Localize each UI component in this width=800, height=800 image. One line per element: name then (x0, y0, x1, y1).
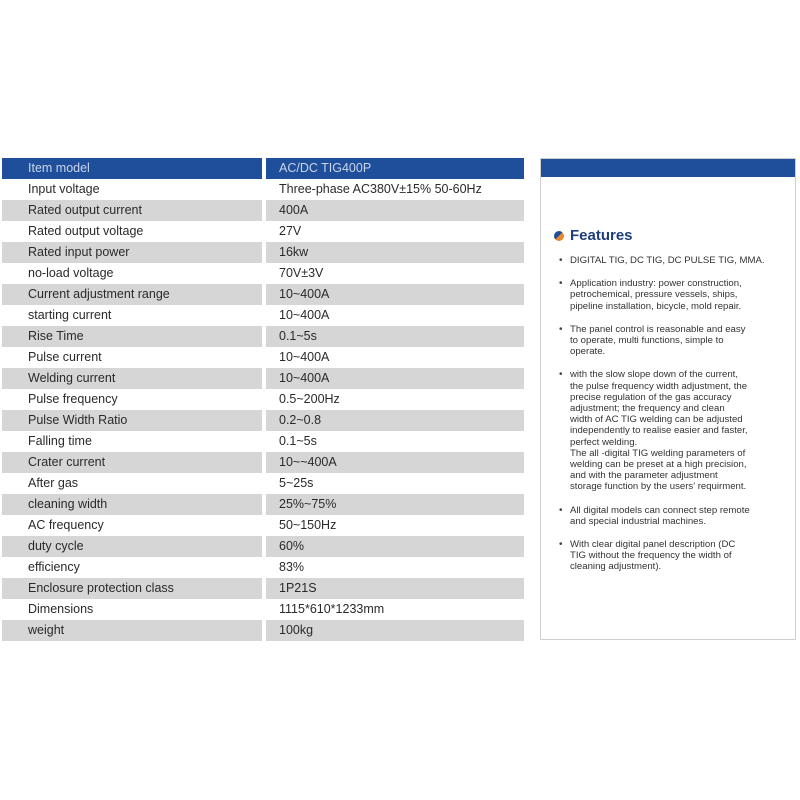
row-value: 400A (266, 200, 524, 221)
table-row (2, 494, 524, 515)
table-row (2, 284, 524, 305)
table-row (2, 620, 524, 641)
row-value: 10~~400A (266, 452, 524, 473)
row-value: 16kw (266, 242, 524, 263)
row-value: 70V±3V (279, 266, 324, 280)
row-value: 25%~75% (266, 494, 524, 515)
row-value: 0.1~5s (266, 326, 524, 347)
list-item (557, 505, 789, 527)
feature-text: With clear digital panel description (DC TIG without the frequency the width of cleaning adjustment). (570, 539, 736, 573)
table-row (2, 368, 524, 389)
feature-text: All digital models can connect step remote and special industrial machines. (570, 504, 750, 527)
features-panel (540, 158, 796, 640)
row-value: 10~400A (266, 368, 524, 389)
row-value: 27V (279, 224, 302, 238)
row-label: starting current (28, 308, 112, 322)
row-value: 0.2~0.8 (266, 410, 524, 431)
table-row (2, 515, 524, 536)
table-row (2, 221, 524, 242)
row-value: 60% (266, 536, 524, 557)
table-row (2, 326, 524, 347)
row-label: Welding current (2, 368, 262, 389)
row-label: Rise Time (2, 326, 262, 347)
list-item (557, 278, 789, 312)
row-label: cleaning width (2, 494, 262, 515)
features-title: Features (570, 227, 633, 244)
row-value: 1P21S (266, 578, 524, 599)
table-row (2, 242, 524, 263)
list-item (557, 324, 789, 358)
row-value: 50~150Hz (279, 518, 337, 532)
row-value: Three-phase AC380V±15% 50-60Hz (279, 182, 482, 196)
table-row (2, 347, 524, 368)
row-value: 0.5~200Hz (279, 392, 340, 406)
table-row (2, 536, 524, 557)
row-label: Pulse frequency (28, 392, 118, 406)
header-label: Item model (2, 158, 262, 179)
row-value: 1115*610*1233mm (279, 602, 385, 616)
row-value: 0.1~5s (279, 434, 317, 448)
feature-text: The panel control is reasonable and easy to operate, multi functions, simple to operate. (570, 323, 746, 358)
row-label: After gas (28, 476, 79, 490)
row-value: 10~400A (279, 350, 330, 364)
row-label: weight (2, 620, 262, 641)
row-label: Falling time (28, 434, 92, 448)
features-top-bar (541, 159, 795, 177)
table-row (2, 473, 524, 494)
features-heading (554, 227, 633, 244)
table-row (2, 179, 524, 200)
row-label: Rated output voltage (28, 224, 144, 238)
row-label: Enclosure protection class (2, 578, 262, 599)
table-row (2, 305, 524, 326)
row-label: AC frequency (28, 518, 104, 532)
list-item (557, 369, 789, 492)
row-label: Pulse current (28, 350, 102, 364)
row-label: efficiency (28, 560, 80, 574)
table-header-row (2, 158, 524, 179)
table-row (2, 599, 524, 620)
row-label: Crater current (2, 452, 262, 473)
row-label: duty cycle (2, 536, 262, 557)
row-value: 100kg (266, 620, 524, 641)
feature-text: Application industry: power construction, petrochemical, pressure vessels, ships, pipeline installation, bicycle, mold repair. (570, 278, 742, 312)
list-item (557, 539, 789, 573)
row-label: Rated output current (2, 200, 262, 221)
table-row (2, 431, 524, 452)
table-row (2, 410, 524, 431)
feature-text: with the slow slope down of the current, the pulse frequency width adjustment, the precise regulation of the gas accuracy adjustment; the frequency and clean width of AC TIG welding can be adjusted independently to realise easier and faster, perfect welding. The all -digital TIG welding parameters of welding can be preset at a high precision, and with the parameter adjustment storage function by the users' requirment. (570, 369, 748, 493)
row-value: 5~25s (279, 476, 314, 490)
header-value: AC/DC TIG400P (266, 158, 524, 179)
feature-text: DIGITAL TIG, DC TIG, DC PULSE TIG, MMA. (570, 255, 765, 266)
row-label: Rated input power (2, 242, 262, 263)
table-row (2, 578, 524, 599)
spec-table (2, 158, 524, 641)
table-row (2, 263, 524, 284)
bullet-circle-icon (554, 231, 564, 241)
list-item (557, 255, 789, 266)
table-row (2, 200, 524, 221)
features-list (557, 255, 789, 585)
row-label: Dimensions (28, 602, 94, 616)
row-label: Input voltage (28, 182, 100, 196)
table-row (2, 557, 524, 578)
table-row (2, 452, 524, 473)
row-label: Current adjustment range (2, 284, 262, 305)
row-value: 10~400A (279, 308, 330, 322)
table-row (2, 389, 524, 410)
row-value: 10~400A (266, 284, 524, 305)
row-label: no-load voltage (28, 266, 114, 280)
row-label: Pulse Width Ratio (2, 410, 262, 431)
row-value: 83% (279, 560, 305, 574)
